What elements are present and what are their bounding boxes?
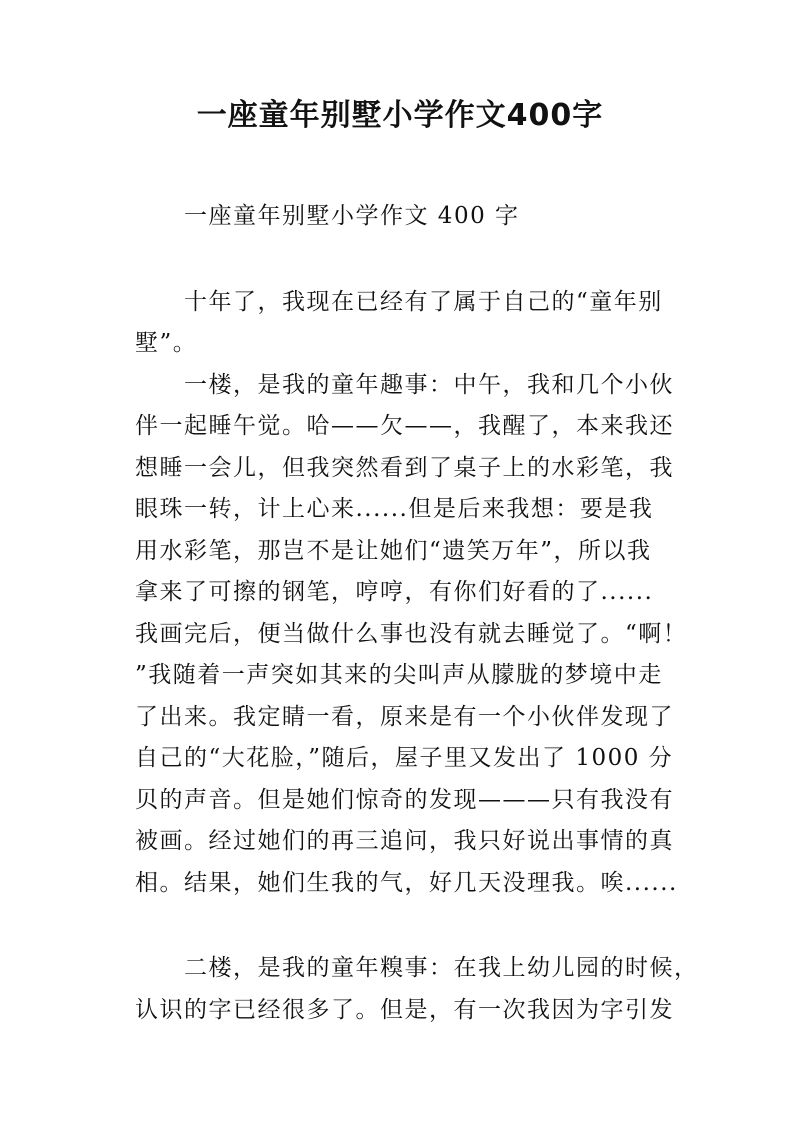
body-line: 想睡一会儿，但我突然看到了桌子上的水彩笔，我	[135, 455, 674, 481]
body-line: 贝的声音。但是她们惊奇的发现———只有我没有	[135, 787, 674, 813]
body-line: 二楼，是我的童年糗事：在我上幼儿园的时候，	[135, 955, 699, 981]
body-line: 相。结果，她们生我的气，好几天没理我。唉......	[135, 870, 678, 896]
body-line: 自己的“大花脸，”随后，屋子里又发出了 1000 分	[135, 745, 674, 771]
document-title: 一座童年别墅小学作文400字	[196, 98, 604, 133]
body-line: 我画完后，便当做什么事也没有就去睡觉了。“啊！	[135, 621, 688, 647]
body-line: 十年了，我现在已经有了属于自己的“童年别	[135, 289, 663, 315]
body-line: 伴一起睡午觉。哈——欠——，我醒了，本来我还	[135, 413, 674, 439]
body-line: 拿来了可擦的钢笔，哼哼，有你们好看的了......	[135, 579, 654, 605]
body-line: 用水彩笔，那岂不是让她们“遗笑万年”，所以我	[135, 538, 652, 564]
body-line: 眼珠一转，计上心来......但是后来我想：要是我	[135, 496, 654, 522]
body-line: 被画。经过她们的再三追问，我只好说出事情的真	[135, 828, 674, 854]
body-line: 墅”。	[135, 330, 198, 356]
body-line: 一楼，是我的童年趣事：中午，我和几个小伙	[135, 372, 674, 398]
body-line: 一座童年别墅小学作文 400 字	[135, 203, 520, 229]
body-line: 了出来。我定睛一看，原来是有一个小伙伴发现了	[135, 704, 674, 730]
body-line: ”我随着一声突如其来的尖叫声从朦胧的梦境中走	[135, 662, 663, 688]
body-line: 认识的字已经很多了。但是，有一次我因为字引发	[135, 997, 674, 1023]
